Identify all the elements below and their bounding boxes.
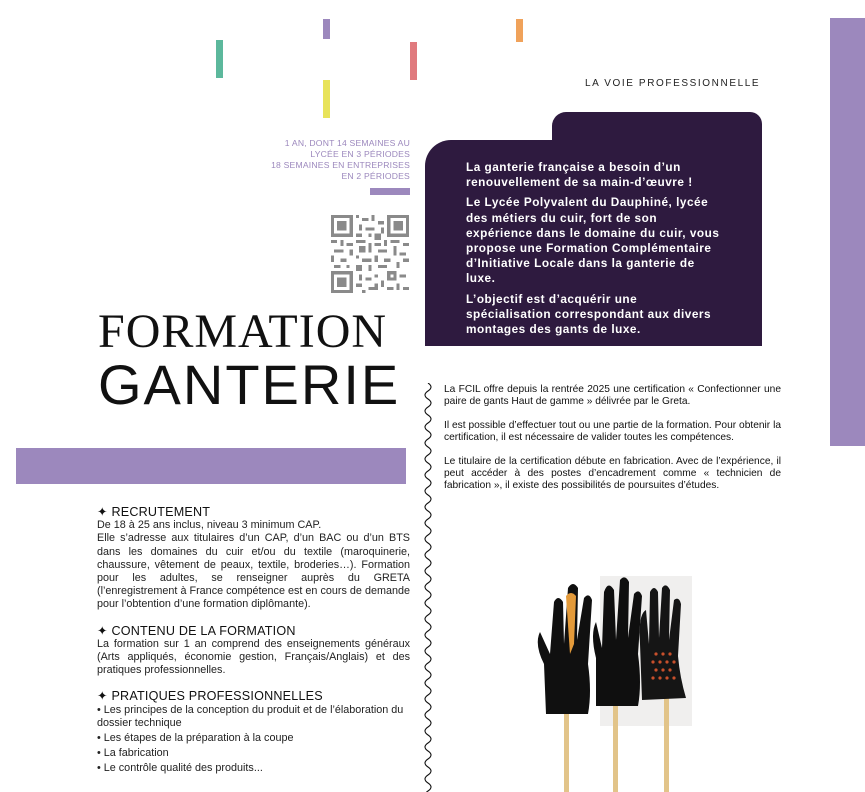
duration-underline-bar [370, 188, 410, 195]
fcil-paragraph: Le titulaire de la certification débute en fabrication. Avec de l’expérience, il peut accéder à des postes d’encadrement comme « technicien de fabrication », il existe des possibilités de poursuites d’études. [444, 456, 781, 491]
duration-info [240, 138, 410, 182]
gloves-photo [530, 574, 694, 792]
list-item: • Les principes de la conception du produit et de l’élaboration du dossier technique [97, 703, 404, 729]
list-item: • La fabrication [97, 747, 169, 760]
deco-dash-teal [216, 40, 223, 78]
intro-box-tab [552, 112, 762, 152]
section-line: De 18 à 25 ans inclus, niveau 3 minimum CAP. [97, 519, 322, 532]
duration-line: 1 AN, DONT 14 SEMAINES AU [284, 138, 410, 148]
fcil-text [444, 384, 781, 504]
title-formation: FORMATION [98, 305, 388, 358]
right-decorative-band [830, 18, 865, 446]
section-line: Elle s’adresse aux titulaires d’un CAP, d’un BAC ou d’un BTS dans les domaines du cuir et/ou du textile (maroquinerie, chaussure, vêtement de peaux, textile, broderies…). Formation pour les adultes, se renseigner auprès du GRETA (l’enregistrement à France compétence est en cours de demande pour l’obtention d’une formation diplômante). [97, 532, 410, 611]
title-ganterie: GANTERIE [98, 353, 401, 416]
intro-paragraph: La ganterie française a besoin d’un renouvellement de sa main-d’œuvre ! [466, 160, 693, 190]
intro-paragraph: Le Lycée Polyvalent du Dauphiné, lycée des métiers du cuir, fort de son expérience dans le domaine du cuir, vous propose une Formation Complémentaire d’Initiative Locale dans la ganterie de luxe. [466, 195, 720, 286]
section-pratiques [97, 690, 410, 775]
pratiques-list [97, 704, 410, 776]
section-heading: ✦ RECRUTEMENT [97, 505, 211, 519]
section-body: La formation sur 1 an comprend des enseignements généraux (Arts appliqués, économie gestion, Français/Anglais) et des pratiques professionnelles. [97, 637, 410, 677]
deco-dash-lilac [323, 19, 330, 39]
section-contenu [97, 625, 410, 678]
wavy-divider [420, 383, 436, 792]
section-label: LA VOIE PROFESSIONNELLE [585, 78, 761, 89]
list-item: • Les étapes de la préparation à la coupe [97, 732, 294, 745]
duration-line: 18 SEMAINES EN ENTREPRISES [271, 160, 410, 170]
section-recrutement [97, 506, 410, 612]
deco-dash-orange [516, 19, 523, 42]
intro-box [425, 140, 762, 346]
qr-code[interactable] [331, 215, 409, 293]
intro-paragraph: L’objectif est d’acquérir une spécialisation correspondant aux divers montages des gants de luxe. [466, 291, 712, 337]
fcil-paragraph: La FCIL offre depuis la rentrée 2025 une certification « Confectionner une paire de gants Haut de gamme » délivrée par le Greta. [444, 384, 781, 407]
duration-line: LYCÉE EN 3 PÉRIODES [310, 149, 410, 159]
section-body [97, 519, 410, 611]
intro-text [466, 160, 722, 342]
deco-dash-red [410, 42, 417, 80]
duration-line: EN 2 PÉRIODES [341, 171, 410, 181]
section-heading: ✦ CONTENU DE LA FORMATION [97, 623, 296, 638]
section-heading: ✦ PRATIQUES PROFESSIONNELLES [97, 689, 323, 704]
info-sections [97, 506, 410, 778]
list-item: • Le contrôle qualité des produits... [97, 762, 263, 775]
title-band [16, 448, 406, 484]
fcil-paragraph: Il est possible d’effectuer tout ou une partie de la formation. Pour obtenir la certification, il est nécessaire de valider toutes les compétences. [444, 420, 781, 443]
deco-dash-yellow [323, 80, 330, 118]
